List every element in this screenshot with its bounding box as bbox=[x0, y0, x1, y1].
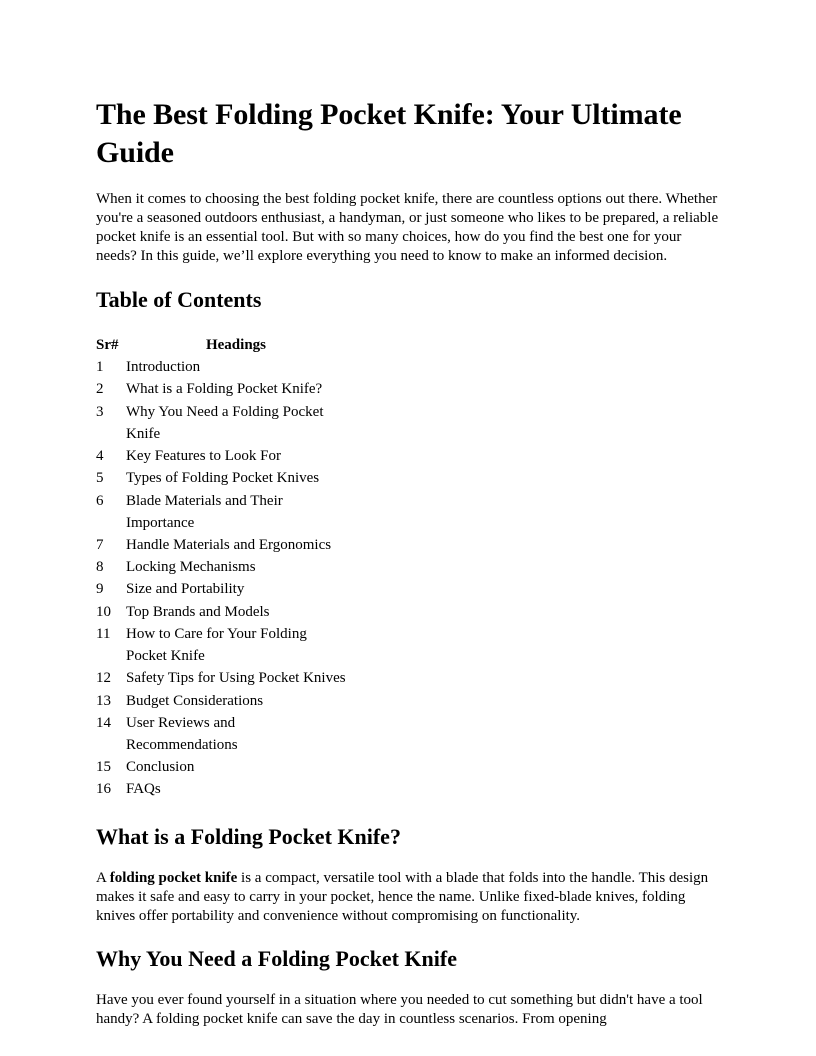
toc-row-number: 2 bbox=[96, 381, 104, 398]
toc-row-label: Top Brands and Models bbox=[126, 603, 270, 620]
toc-row-number: 6 bbox=[96, 492, 104, 509]
toc-row-number: 7 bbox=[96, 536, 104, 553]
toc-row bbox=[96, 556, 346, 578]
toc-row bbox=[96, 534, 346, 556]
document-page bbox=[96, 96, 722, 1029]
toc-row-number: 13 bbox=[96, 692, 111, 709]
toc-row-label: Key Features to Look For bbox=[126, 447, 281, 464]
toc-row-number: 3 bbox=[96, 403, 104, 420]
toc-row bbox=[96, 356, 346, 378]
toc-row bbox=[96, 690, 346, 712]
toc-row-number: 10 bbox=[96, 603, 111, 620]
toc-row bbox=[96, 667, 346, 689]
toc-table bbox=[96, 334, 346, 801]
toc-row-label: Locking Mechanisms bbox=[126, 558, 256, 575]
toc-row-label: Introduction bbox=[126, 359, 201, 375]
toc-row-label: How to Care for Your Folding Pocket Knife bbox=[126, 626, 307, 665]
toc-row bbox=[96, 378, 346, 400]
toc-row bbox=[96, 778, 346, 800]
section-what-bold-term: folding pocket knife bbox=[109, 869, 238, 886]
section-what-heading: What is a Folding Pocket Knife? bbox=[96, 823, 401, 849]
toc-row-number: 4 bbox=[96, 447, 104, 464]
intro-paragraph: When it comes to choosing the best folding pocket knife, there are countless options out there. Whether you're a seasoned outdoors enthusiast, a handyman, or just someone who likes to be prepared, a reliable pocket knife is an essential tool. But with so many choices, how do you find the best one for your needs? In this guide, we’ll explore everything you need to know to make an informed decision. bbox=[96, 191, 719, 264]
toc-heading: Table of Contents bbox=[96, 287, 262, 312]
toc-col-sr: Sr# bbox=[96, 337, 119, 353]
toc-row-label: What is a Folding Pocket Knife? bbox=[126, 381, 323, 398]
toc-row bbox=[96, 578, 346, 600]
toc-row-label: Blade Materials and Their Importance bbox=[126, 492, 283, 531]
toc-row bbox=[96, 623, 346, 667]
toc-row-number: 12 bbox=[96, 670, 111, 687]
toc-row-number: 1 bbox=[96, 359, 104, 375]
toc-header-row bbox=[96, 334, 346, 356]
toc-row-number: 8 bbox=[96, 558, 104, 575]
toc-col-headings: Headings bbox=[205, 337, 266, 353]
toc-row-number: 11 bbox=[96, 626, 111, 643]
toc-row bbox=[96, 467, 346, 489]
toc-row-label: Size and Portability bbox=[126, 581, 245, 598]
toc-row-label: Handle Materials and Ergonomics bbox=[126, 536, 332, 553]
toc-row bbox=[96, 401, 346, 445]
toc-row-label: FAQs bbox=[126, 781, 161, 798]
toc-body bbox=[96, 356, 346, 801]
toc-row-label: User Reviews and Recommendations bbox=[126, 714, 238, 753]
toc-row-label: Types of Folding Pocket Knives bbox=[126, 470, 320, 487]
toc-row-number: 16 bbox=[96, 781, 111, 798]
toc-row-label: Conclusion bbox=[126, 758, 195, 775]
toc-row-label: Safety Tips for Using Pocket Knives bbox=[126, 670, 346, 687]
toc-row bbox=[96, 756, 346, 778]
toc-row-number: 9 bbox=[96, 581, 104, 598]
toc-row-number: 14 bbox=[96, 714, 111, 731]
section-what-rest: is a compact, versatile tool with a blade that folds into the handle. This design makes it safe and easy to carry in your pocket, hence the name. Unlike fixed-blade knives, folding knives offer portability and convenience without compromising on functionality. bbox=[96, 869, 709, 924]
section-what-lead: A bbox=[96, 869, 110, 886]
toc-row-label: Budget Considerations bbox=[126, 692, 264, 709]
toc-row bbox=[96, 601, 346, 623]
toc-row bbox=[96, 445, 346, 467]
toc-row bbox=[96, 490, 346, 534]
section-what-paragraph bbox=[96, 869, 722, 926]
section-why-paragraph: Have you ever found yourself in a situation where you needed to cut something but didn't have a tool handy? A folding pocket knife can save the day in countless scenarios. From opening bbox=[96, 991, 703, 1027]
page-title: The Best Folding Pocket Knife: Your Ultimate Guide bbox=[96, 98, 682, 169]
toc-row bbox=[96, 712, 346, 756]
toc-row-number: 15 bbox=[96, 758, 111, 775]
toc-row-number: 5 bbox=[96, 470, 104, 487]
section-why-heading: Why You Need a Folding Pocket Knife bbox=[96, 945, 457, 971]
toc-row-label: Why You Need a Folding Pocket Knife bbox=[126, 403, 324, 442]
